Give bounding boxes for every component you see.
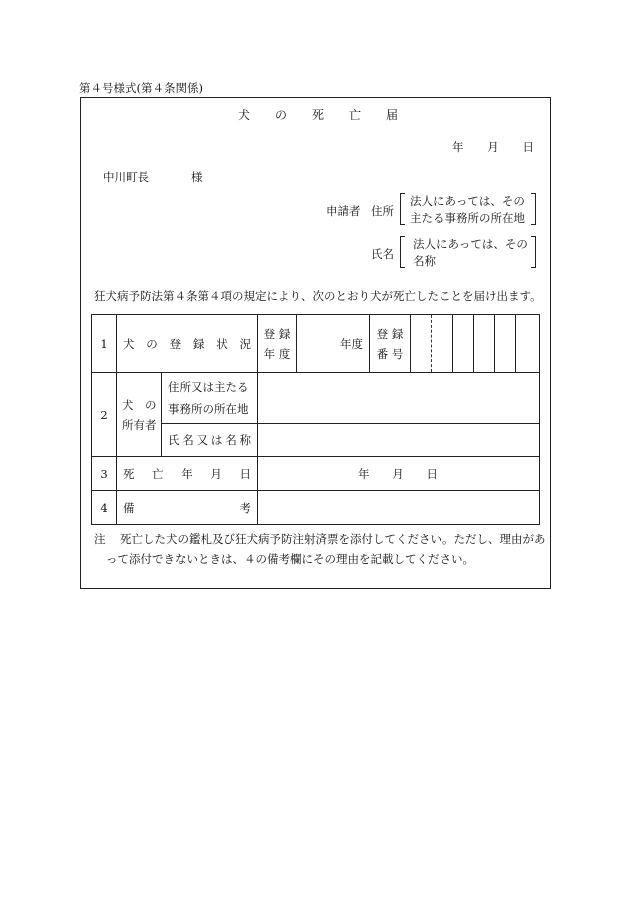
applicant-name-label: 氏名 [371, 247, 394, 261]
form-title [238, 106, 398, 123]
address-note-line2: 主たる事務所の所在地 [410, 211, 525, 225]
table-row [92, 373, 540, 424]
date-year: 年 [452, 140, 464, 154]
remarks-label: 備 考 [117, 491, 258, 525]
name-note-line1: 法人にあっては、その [413, 237, 528, 251]
date-month: 月 [487, 140, 499, 154]
applicant-address-label: 住所 [371, 204, 394, 218]
form-number: 第４号様式(第４条関係) [79, 81, 203, 95]
note-line2: って添付できないときは、４の備考欄にその理由を記載してください。 [106, 552, 474, 566]
intro-text: 狂犬病予防法第４条第４項の規定により、次のとおり犬が死亡したことを届け出ます。 [94, 289, 542, 303]
registration-status-label: 犬 の 登 録 状 況 [117, 315, 258, 373]
registration-number-box[interactable] [453, 315, 474, 373]
death-year: 年 [358, 466, 370, 481]
table-row [92, 491, 540, 525]
death-month: 月 [392, 466, 404, 481]
registration-number-box[interactable] [474, 315, 495, 373]
owner-address-label: 住所又は主たる 事務所の所在地 [162, 373, 258, 424]
bracket-left [400, 193, 405, 225]
note-marker: 注 [94, 532, 106, 546]
registration-year-field[interactable] [297, 315, 370, 373]
registration-year-label: 登 録 年 度 [258, 315, 297, 373]
title-char: 届 [385, 108, 398, 122]
title-char: 死 [311, 108, 324, 122]
title-char: 亡 [348, 108, 361, 122]
date-day: 日 [522, 140, 534, 154]
title-char: の [274, 108, 287, 122]
registration-number-box[interactable] [411, 315, 432, 373]
applicant-label: 申請者 [326, 204, 361, 218]
date-line [452, 139, 534, 155]
owner-label: 犬 の 所有者 [117, 373, 162, 457]
remarks-field[interactable] [258, 491, 540, 525]
death-date-field[interactable] [258, 457, 540, 491]
table-row [92, 457, 540, 491]
note-line1: 死亡した犬の鑑札及び狂犬病予防注射済票を添付してください。ただし、理由があ [120, 532, 546, 546]
addressee-name: 中川町長 [103, 170, 149, 184]
address-note-line1: 法人にあっては、その [410, 194, 525, 208]
row-number: 1 [92, 315, 117, 373]
registration-number-box[interactable] [432, 315, 453, 373]
form-table [91, 314, 540, 525]
owner-name-label: 氏 名 又 は 名 称 [162, 424, 258, 457]
bracket-right [531, 193, 536, 225]
title-char: 犬 [238, 108, 251, 122]
name-note-line2: 名称 [413, 254, 436, 268]
owner-address-field[interactable] [258, 373, 540, 424]
row-number: 2 [92, 373, 117, 457]
registration-number-box[interactable] [495, 315, 516, 373]
owner-name-field[interactable] [258, 424, 540, 457]
table-row [92, 315, 540, 373]
addressee-honorific: 様 [191, 170, 203, 184]
registration-number-box[interactable] [516, 315, 540, 373]
death-date-label: 死 亡 年 月 日 [117, 457, 258, 491]
death-day: 日 [426, 466, 438, 481]
row-number: 4 [92, 491, 117, 525]
registration-number-label: 登 録 番 号 [370, 315, 411, 373]
year-suffix: 年度 [340, 336, 363, 351]
bracket-left [400, 236, 405, 268]
bracket-right [531, 236, 536, 268]
row-number: 3 [92, 457, 117, 491]
